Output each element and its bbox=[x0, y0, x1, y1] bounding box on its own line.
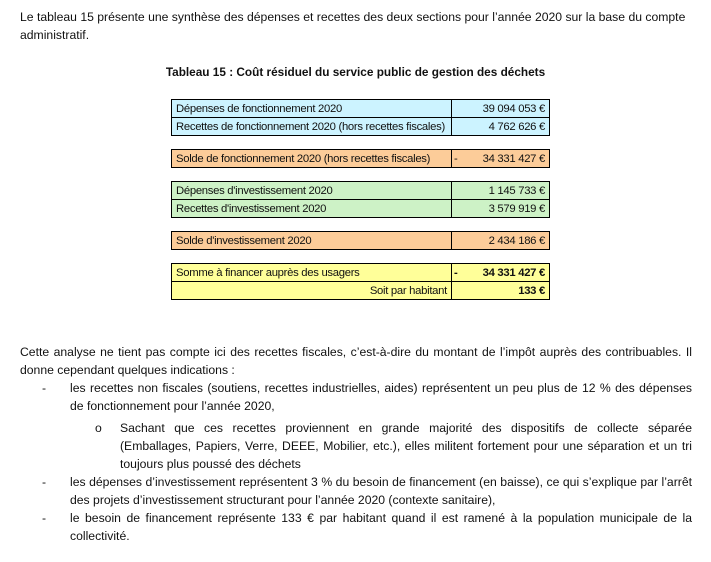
sub-list-item bbox=[20, 419, 692, 473]
row-sign: - bbox=[452, 150, 464, 168]
dash-bullet: - bbox=[42, 381, 47, 395]
table-row bbox=[172, 282, 550, 300]
dash-bullet: - bbox=[42, 511, 47, 525]
list-item-text: les dépenses d’investissement représentent 3 % du besoin de financement (en baisse), ce qui s’explique par l’arrêt des projets d’investissement structurant pour l’année 2020 (contexte sanitaire), bbox=[70, 475, 692, 507]
row-amount: 3 579 919 € bbox=[463, 200, 550, 218]
table-row bbox=[172, 200, 550, 218]
row-label: Solde d'investissement 2020 bbox=[172, 232, 452, 250]
row-label: Somme à financer auprès des usagers bbox=[172, 264, 452, 282]
row-label: Recettes de fonctionnement 2020 (hors recettes fiscales) bbox=[172, 118, 452, 136]
list-item bbox=[20, 473, 692, 509]
table-spacer bbox=[172, 136, 550, 150]
table-spacer bbox=[172, 168, 550, 182]
table-row bbox=[172, 118, 550, 136]
dash-bullet: - bbox=[42, 475, 47, 489]
row-sign bbox=[452, 182, 464, 200]
table-row bbox=[172, 100, 550, 118]
row-sign bbox=[452, 118, 464, 136]
row-amount: 4 762 626 € bbox=[463, 118, 550, 136]
row-label: Soit par habitant bbox=[172, 282, 452, 300]
intro-paragraph: Le tableau 15 présente une synthèse des dépenses et recettes des deux sections pour l’année 2020 sur la base du compte administratif. bbox=[20, 10, 686, 42]
row-sign bbox=[452, 282, 464, 300]
table-row bbox=[172, 232, 550, 250]
table-spacer bbox=[172, 250, 550, 264]
analysis-paragraph: Cette analyse ne tient pas compte ici des recettes fiscales, c’est-à-dire du montant de l’impôt auprès des contribuables. Il donne cependant quelques indications : bbox=[20, 345, 692, 377]
row-label: Recettes d'investissement 2020 bbox=[172, 200, 452, 218]
table-row bbox=[172, 264, 550, 282]
table-row bbox=[172, 150, 550, 168]
list-item-text: le besoin de financement représente 133 € par habitant quand il est ramené à la population municipale de la collectivité. bbox=[70, 511, 692, 543]
row-amount: 1 145 733 € bbox=[463, 182, 550, 200]
list-item bbox=[20, 509, 692, 545]
row-label: Solde de fonctionnement 2020 (hors recettes fiscales) bbox=[172, 150, 452, 168]
row-amount: 133 € bbox=[463, 282, 550, 300]
table-row bbox=[172, 182, 550, 200]
cost-table bbox=[171, 99, 550, 300]
row-amount: 39 094 053 € bbox=[463, 100, 550, 118]
table-spacer bbox=[172, 218, 550, 232]
list-item-text: les recettes non fiscales (soutiens, recettes industrielles, aides) représentent un peu plus de 12 % des dépenses de fonctionnement pour l’année 2020, bbox=[70, 381, 692, 413]
row-amount: 34 331 427 € bbox=[463, 150, 550, 168]
circle-bullet: o bbox=[95, 421, 102, 435]
row-amount: 2 434 186 € bbox=[463, 232, 550, 250]
row-sign bbox=[452, 100, 464, 118]
table-caption: Tableau 15 : Coût résiduel du service public de gestion des déchets bbox=[165, 65, 546, 79]
analysis-section bbox=[20, 343, 692, 545]
row-label: Dépenses d'investissement 2020 bbox=[172, 182, 452, 200]
list-item bbox=[20, 379, 692, 415]
row-sign bbox=[452, 200, 464, 218]
row-sign: - bbox=[452, 264, 464, 282]
row-label: Dépenses de fonctionnement 2020 bbox=[172, 100, 452, 118]
list-item-text: Sachant que ces recettes proviennent en grande majorité des dispositifs de collecte séparée (Emballages, Papiers, Verre, DEEE, Mobilier, etc.), elles militent fortement pour une séparation et un tri toujours plus poussé des déchets bbox=[120, 421, 692, 471]
row-amount: 34 331 427 € bbox=[463, 264, 550, 282]
row-sign bbox=[452, 232, 464, 250]
